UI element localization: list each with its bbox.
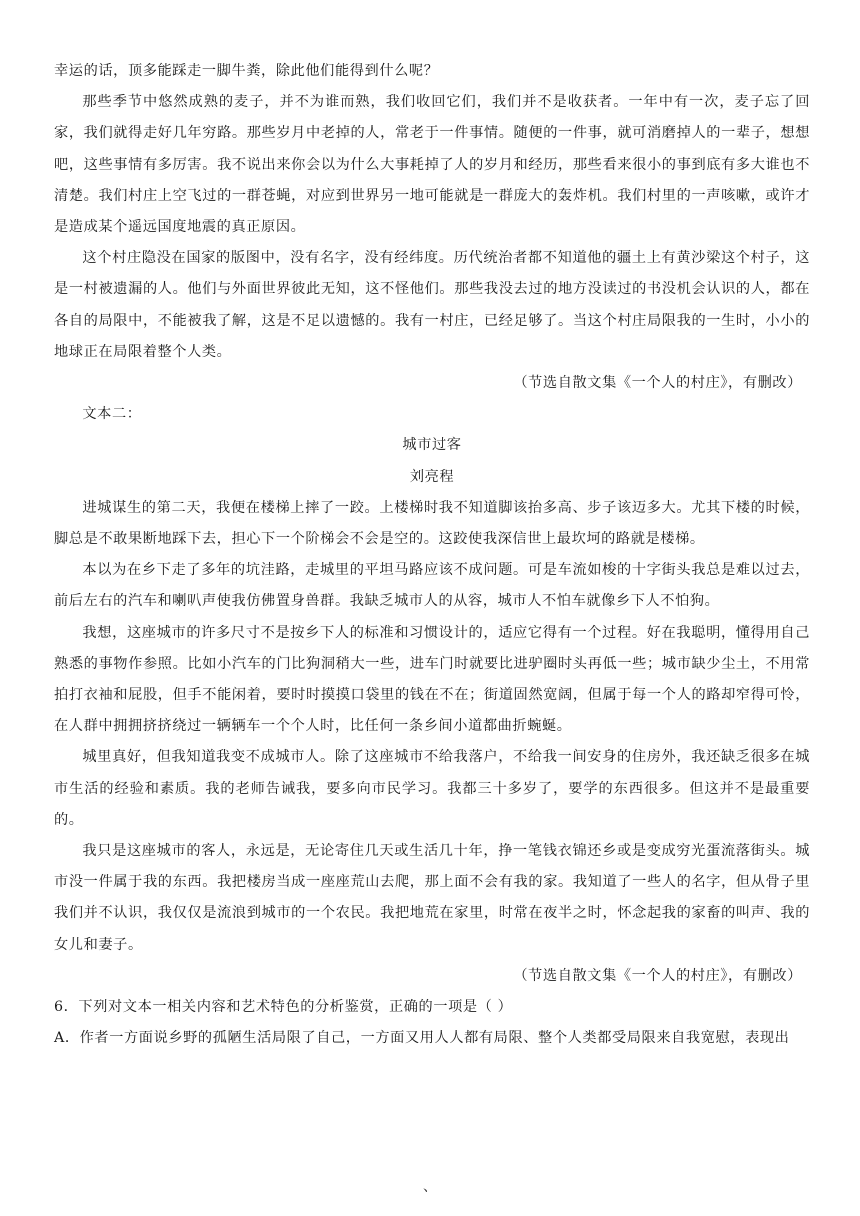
text2-paragraph: 本以为在乡下走了多年的坑洼路，走城里的平坦马路应该不成问题。可是车流如梭的十字街头我总是难以过去，前后左右的汽车和喇叭声使我仿佛置身兽群。我缺乏城市人的从容，城市人不怕车就像乡下人不怕狗。 (54, 562, 810, 610)
text2-paragraph: 城里真好，但我知道我变不成城市人。除了这座城市不给我落户，不给我一间安身的住房外，我还缺乏很多在城市生活的经验和素质。我的老师告诫我，要多向市民学习。我都三十多岁了，要学的东西很多。但这并不是最重要的。 (54, 749, 810, 828)
text2-author: 刘亮程 (409, 468, 455, 485)
text1-source: （节选自散文集《一个人的村庄》，有删改） (513, 375, 802, 392)
question-option-a: A．作者一方面说乡野的孤陋生活局限了自己，一方面又用人人都有局限、整个人类都受局限来自我宽慰，表现出 (54, 1030, 790, 1047)
text2-source: （节选自散文集《一个人的村庄》，有删改） (513, 967, 802, 984)
footer-mark: 、 (423, 1179, 437, 1195)
question-stem: 6．下列对文本一相关内容和艺术特色的分析鉴赏，正确的一项是（ ） (54, 999, 513, 1016)
text2-label: 文本二： (82, 406, 142, 423)
document-body (54, 56, 810, 1055)
text1-paragraph: 这个村庄隐没在国家的版图中，没有名字，没有经纬度。历代统治者都不知道他的疆土上有黄沙梁这个村子，这是一村被遗漏的人。他们与外面世界彼此无知，这不怪他们。那些我没去过的地方没读过的书没机会认识的人，都在各自的局限中，不能被我了解，这是不足以遗憾的。我有一村庄，已经足够了。当这个村庄局限我的一生时，小小的地球正在局限着整个人类。 (54, 250, 810, 360)
text1-paragraph: 那些季节中悠然成熟的麦子，并不为谁而熟，我们收回它们，我们并不是收获者。一年中有一次，麦子忘了回家，我们就得走好几年穷路。那些岁月中老掉的人，常老于一件事情。随便的一件事，就可消磨掉人的一辈子，想想吧，这些事情有多厉害。我不说出来你会以为什么大事耗掉了人的岁月和经历，那些看来很小的事到底有多大谁也不清楚。我们村庄上空飞过的一群苍蝇，对应到世界另一地可能就是一群庞大的轰炸机。我们村里的一声咳嗽，或许才是造成某个遥远国度地震的真正原因。 (54, 94, 810, 236)
text2-paragraph: 进城谋生的第二天，我便在楼梯上摔了一跤。上楼梯时我不知道脚该抬多高、步子该迈多大。尤其下楼的时候，脚总是不敢果断地踩下去，担心下一个阶梯会不会是空的。这跤使我深信世上最坎坷的路就是楼梯。 (54, 499, 810, 548)
text2-paragraph: 我只是这座城市的客人，永远是，无论寄住几天或生活几十年，挣一笔钱衣锦还乡或是变成穷光蛋流落街头。城市没一件属于我的东西。我把楼房当成一座座荒山去爬，那上面不会有我的家。我知道了一些人的名字，但从骨子里我们并不认识，我仅仅是流浪到城市的一个农民。我把地荒在家里，时常在夜半之时，怀念起我的家畜的叫声、我的女儿和妻子。 (54, 843, 810, 953)
text2-title: 城市过客 (402, 437, 462, 454)
text2-paragraph: 我想，这座城市的许多尺寸不是按乡下人的标准和习惯设计的，适应它得有一个过程。好在我聪明，懂得用自己熟悉的事物作参照。比如小汽车的门比狗洞稍大一些，进车门时就要比进驴圈时头再低一些；城市缺少尘土，不用常拍打衣袖和屁股，但手不能闲着，要时时摸摸口袋里的钱在不在；街道固然宽阔，但属于每一个人的路却窄得可怜，在人群中拥拥挤挤绕过一辆辆车一个个人时，比任何一条乡间小道都曲折蜿蜒。 (54, 624, 810, 735)
text1-continuation: 幸运的话，顶多能踩走一脚牛粪，除此他们能得到什么呢？ (54, 63, 439, 79)
